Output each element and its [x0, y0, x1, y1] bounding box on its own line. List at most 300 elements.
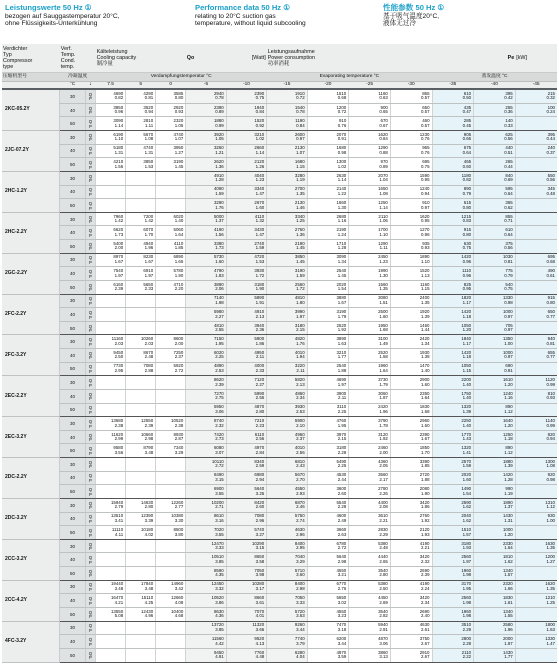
value-cell	[474, 144, 516, 158]
value-cell	[432, 362, 474, 376]
capacity-value: 6190	[113, 131, 124, 137]
value-cell	[156, 607, 186, 621]
power-value	[97, 546, 123, 551]
capacity-value: 265	[505, 159, 513, 165]
power-value: 1.67	[420, 436, 430, 442]
value-cell	[126, 280, 156, 294]
value-cell	[349, 321, 391, 335]
capacity-value: 3790	[378, 417, 388, 423]
condensing-temp: 50	[60, 117, 85, 131]
qp-label: Q P	[85, 158, 95, 172]
capacity-value: 6900	[213, 486, 224, 492]
power-value	[517, 246, 555, 251]
capacity-value: 1050	[461, 363, 472, 369]
power-value: 1.98	[462, 613, 472, 619]
power-value: 1.62	[462, 504, 472, 510]
value-cell	[307, 131, 349, 145]
capacity-value: 9450	[213, 649, 224, 655]
capacity-value: 345	[547, 186, 555, 192]
value-cell	[515, 308, 557, 322]
value-cell	[390, 498, 432, 512]
power-value: 2.11	[255, 354, 265, 360]
power-value	[127, 383, 153, 388]
power-value: 1.77	[504, 654, 513, 660]
power-value: 1.57	[504, 572, 513, 578]
header-chinese	[383, 4, 503, 27]
capacity-value: 3120	[378, 431, 388, 437]
value-cell	[349, 253, 391, 267]
capacity-value: 2720	[419, 472, 430, 478]
value-cell	[349, 144, 391, 158]
condensing-temp: 40	[60, 594, 85, 608]
power-value: 1.18	[504, 436, 513, 442]
value-cell	[432, 267, 474, 281]
value-cell	[349, 567, 391, 581]
value-cell	[226, 240, 266, 254]
power-value: 2.43	[296, 463, 305, 469]
power-value: 1.07	[296, 150, 305, 155]
capacity-value: 6020	[213, 349, 224, 355]
capacity-value: 6020	[173, 213, 184, 219]
power-value: 1.08	[546, 463, 555, 469]
qp-label: Q P	[85, 389, 95, 403]
value-cell	[307, 621, 349, 635]
capacity-value: 3860	[378, 649, 388, 655]
evap-temp-m30: -30	[390, 81, 432, 89]
qp-label: Q P	[85, 240, 95, 254]
power-value: 2.91	[379, 626, 388, 632]
condensing-temp: 50	[60, 158, 85, 172]
capacity-value: 12470	[211, 540, 224, 546]
power-value: 1.90	[420, 490, 430, 496]
capacity-value: 5380	[378, 540, 388, 546]
capacity-value: 375	[505, 240, 513, 246]
capacity-value: 2740	[254, 240, 265, 246]
compressor-model: 2KC-05.2Y	[2, 89, 60, 131]
value-cell	[432, 594, 474, 608]
capacity-value: 2910	[419, 649, 430, 655]
condensing-temp: 40	[60, 471, 85, 485]
power-value: 1.14	[379, 204, 388, 210]
value-cell	[515, 580, 557, 594]
capacity-value: 7050	[294, 595, 305, 601]
power-value: 2.39	[114, 286, 124, 292]
value-cell	[267, 253, 307, 267]
value-cell	[126, 185, 156, 199]
power-value: 1.00	[546, 517, 555, 523]
qp-label: Q P	[85, 294, 95, 308]
value-cell	[267, 321, 307, 335]
capacity-value: 3290	[213, 199, 224, 205]
power-value	[517, 206, 555, 211]
compressor-type-header: Verdichter Typ Compressor type	[2, 44, 60, 72]
table-row	[2, 185, 557, 199]
power-value: 3.59	[337, 654, 347, 660]
capacity-value: 3540	[378, 567, 388, 573]
capacity-value: 3180	[254, 281, 265, 287]
power-value: 1.92	[337, 327, 347, 333]
value-cell	[226, 144, 266, 158]
capacity-value: 2200	[461, 377, 472, 383]
power-value: 0.94	[420, 190, 430, 196]
power-value: 2.63	[337, 531, 347, 537]
power-value	[157, 383, 183, 388]
condensing-temp: 30	[60, 294, 85, 308]
value-cell	[126, 389, 156, 403]
capacity-value: 4960	[294, 431, 305, 437]
power-value: 1.23	[379, 259, 388, 264]
value-cell	[515, 321, 557, 335]
value-cell	[96, 131, 126, 145]
qp-label: Q P	[85, 199, 95, 213]
value-cell	[226, 294, 266, 308]
power-value: 1.53	[144, 163, 154, 169]
value-cell	[96, 144, 126, 158]
power-value: 1.67	[144, 259, 154, 264]
capacity-value: 810	[547, 390, 555, 396]
capacity-value: 2560	[461, 595, 472, 601]
power-value: 1.59	[296, 272, 305, 278]
value-cell	[96, 553, 126, 567]
capacity-value: 10290	[251, 540, 265, 546]
power-value: 0.84	[379, 136, 388, 142]
capacity-value: 4970	[254, 445, 265, 451]
value-cell	[432, 512, 474, 526]
power-value: 1.58	[379, 354, 388, 360]
table-row	[2, 280, 557, 294]
power-value: 0.77	[546, 354, 555, 360]
power-value: 2.44	[337, 477, 347, 482]
value-cell	[96, 498, 126, 512]
capacity-value: 6810	[294, 458, 305, 464]
capacity-value: 2810	[143, 118, 154, 124]
capacity-value: 7200	[143, 213, 154, 219]
power-value: 0.57	[420, 122, 430, 128]
power-value	[157, 410, 183, 415]
power-value: 0.47	[462, 109, 472, 115]
value-cell	[432, 294, 474, 308]
capacity-value: 915	[547, 295, 555, 301]
capacity-value: 5750	[294, 513, 305, 519]
capacity-value: 13510	[110, 513, 124, 519]
capacity-value: 1540	[294, 104, 305, 110]
capacity-value: 6910	[143, 268, 154, 274]
power-value: 2.03	[114, 340, 124, 346]
capacity-value: 4550	[336, 567, 347, 573]
value-cell	[349, 308, 391, 322]
capacity-value: 7740	[294, 635, 305, 641]
value-cell	[390, 362, 432, 376]
power-value: 1.28	[337, 245, 347, 251]
value-cell	[307, 458, 349, 472]
value-cell	[390, 444, 432, 458]
capacity-value: 3090	[336, 254, 347, 260]
value-cell	[515, 471, 557, 485]
power-value: 2.95	[114, 368, 124, 373]
value-cell	[515, 594, 557, 608]
value-cell	[432, 89, 474, 103]
capacity-value: 10660	[140, 431, 154, 437]
value-cell	[156, 267, 186, 281]
power-value: 0.42	[504, 95, 513, 101]
power-value: 2.59	[255, 463, 265, 469]
power-value: 3.48	[144, 586, 154, 591]
power-value: 2.15	[337, 436, 347, 442]
value-cell	[96, 607, 126, 621]
capacity-value: 240	[547, 145, 555, 151]
power-value: 0.68	[337, 95, 347, 101]
condensing-temp: 40	[60, 635, 85, 649]
capacity-value: 12660	[171, 595, 184, 601]
power-value: 1.98	[462, 599, 472, 605]
power-value: 2.80	[379, 572, 388, 578]
capacity-value: 3520	[143, 104, 154, 110]
value-cell	[267, 171, 307, 185]
capacity-value: 1290	[378, 145, 388, 151]
header-german-line1: bezogen auf Sauggastemperatur 20°C,	[5, 12, 120, 20]
evap-temp-m15: -15	[267, 81, 307, 89]
value-cell	[267, 498, 307, 512]
value-cell	[96, 308, 126, 322]
power-value: 0.95	[420, 218, 430, 224]
power-value: 2.38	[174, 422, 184, 428]
power-value: 0.83	[462, 218, 472, 224]
power-value	[97, 642, 123, 647]
value-cell	[226, 648, 266, 662]
power-value: 0.93	[174, 109, 184, 115]
value-cell	[156, 526, 186, 540]
value-cell	[186, 212, 226, 226]
condensing-temp: 30	[60, 498, 85, 512]
value-cell	[96, 199, 126, 213]
power-value: 1.63	[546, 626, 555, 632]
power-value: 1.88	[420, 477, 430, 482]
power-value: 2.72	[215, 463, 224, 469]
value-cell	[307, 553, 349, 567]
capacity-value: 840	[505, 172, 513, 178]
capacity-value: 1800	[545, 622, 555, 628]
power-value	[157, 560, 183, 565]
power-value: 2.73	[215, 436, 224, 442]
power-value: 1.97	[296, 313, 305, 319]
capacity-value: 7960	[113, 213, 124, 219]
value-cell	[96, 321, 126, 335]
power-value: 2.56	[296, 449, 305, 455]
capacity-value: 460	[422, 118, 430, 124]
capacity-value: 6980	[254, 472, 265, 478]
power-value: 1.30	[337, 204, 347, 210]
value-cell	[267, 212, 307, 226]
capacity-value: 2420	[419, 336, 430, 342]
value-cell	[226, 635, 266, 649]
power-value: 0.51	[504, 150, 513, 155]
capacity-value: 550	[547, 172, 555, 178]
evap-temp-m45: -45	[515, 81, 557, 89]
capacity-value: 775	[505, 268, 513, 274]
power-value: 0.78	[296, 109, 305, 115]
power-value: 3.33	[296, 599, 305, 605]
value-cell	[126, 444, 156, 458]
power-value: 0.89	[379, 163, 388, 169]
value-cell	[307, 144, 349, 158]
capacity-value: 3660	[336, 526, 347, 532]
power-value: 1.86	[420, 504, 430, 510]
capacity-value: 4290	[143, 90, 154, 96]
power-value: 0.96	[114, 109, 124, 115]
capacity-value: 1840	[461, 336, 472, 342]
qp-label: Q P	[85, 539, 95, 553]
power-value: 1.04	[379, 177, 388, 183]
capacity-value: 4010	[294, 349, 305, 355]
power-value: 1.68	[379, 327, 388, 333]
value-cell	[474, 539, 516, 553]
capacity-value: 2760	[419, 513, 430, 519]
capacity-value: 5710	[294, 567, 305, 573]
value-cell	[126, 117, 156, 131]
power-value: 2.00	[379, 449, 388, 455]
power-value: 2.67	[420, 640, 430, 646]
value-cell	[267, 567, 307, 581]
power-value: 1.56	[215, 231, 224, 237]
value-cell	[432, 648, 474, 662]
value-cell	[156, 621, 186, 635]
value-cell	[96, 212, 126, 226]
value-cell	[156, 430, 186, 444]
value-cell	[156, 294, 186, 308]
power-value: 2.15	[296, 327, 305, 333]
value-cell	[474, 389, 516, 403]
value-cell	[126, 580, 156, 594]
value-cell	[515, 226, 557, 240]
value-cell	[390, 280, 432, 294]
power-value: 3.61	[255, 599, 265, 605]
power-value: 2.17	[379, 477, 388, 482]
capacity-value: 7210	[254, 417, 265, 423]
value-cell	[390, 567, 432, 581]
value-cell	[390, 294, 432, 308]
qp-label: Q P	[85, 117, 95, 131]
value-cell	[126, 131, 156, 145]
value-cell	[307, 607, 349, 621]
capacity-value: 3190	[336, 308, 347, 314]
value-cell	[515, 335, 557, 349]
power-value: 3.06	[215, 408, 224, 414]
value-cell	[432, 158, 474, 172]
capacity-value: 4630	[294, 526, 305, 532]
capacity-value: 8590	[213, 567, 224, 573]
compressor-model: 2HC-2.2Y	[2, 212, 60, 253]
value-cell	[156, 635, 186, 649]
power-value	[157, 655, 183, 660]
capacity-value: 5990	[254, 390, 265, 396]
power-value: 3.44	[337, 640, 347, 646]
capacity-value: 8400	[294, 581, 305, 587]
power-value: 1.54	[462, 490, 472, 496]
table-row	[2, 267, 557, 281]
compressor-model: 2DC-3.2Y	[2, 498, 60, 539]
power-value: 0.84	[255, 109, 265, 115]
value-cell	[156, 240, 186, 254]
value-cell	[186, 485, 226, 499]
value-cell	[126, 498, 156, 512]
table-row	[2, 539, 557, 553]
capacity-value: 5740	[254, 526, 265, 532]
power-value: 1.45	[296, 245, 305, 251]
value-cell	[267, 199, 307, 213]
power-value: 3.23	[337, 613, 347, 619]
power-value	[97, 206, 123, 211]
capacity-value: 8930	[173, 431, 184, 437]
power-value: 1.72	[296, 286, 305, 292]
capacity-value: 8660	[254, 595, 265, 601]
value-cell	[226, 349, 266, 363]
value-cell	[349, 526, 391, 540]
value-cell	[156, 321, 186, 335]
value-cell	[126, 417, 156, 431]
capacity-value: 5900	[294, 417, 305, 423]
power-value: 2.94	[255, 477, 265, 482]
value-cell	[432, 567, 474, 581]
power-value: 1.66	[504, 586, 513, 591]
capacity-value: 965	[422, 145, 430, 151]
capacity-value: 8420	[254, 499, 265, 505]
capacity-value: 4690	[336, 377, 347, 383]
value-cell	[156, 199, 186, 213]
condensing-temp: 40	[60, 553, 85, 567]
capacity-value: 2390	[213, 104, 224, 110]
power-value: 2.03	[144, 340, 154, 346]
power-value: 2.82	[379, 613, 388, 619]
capacity-value: 3110	[336, 404, 347, 410]
power-value: 0.76	[420, 136, 430, 142]
capacity-value: 8600	[173, 336, 184, 342]
power-value: 1.11	[144, 122, 154, 128]
power-value: 1.41	[462, 449, 472, 455]
power-value: 1.28	[504, 477, 513, 482]
power-value	[97, 410, 123, 415]
evap-temp-m25: -25	[349, 81, 391, 89]
value-cell	[474, 349, 516, 363]
power-value: 0.56	[504, 136, 513, 142]
value-cell	[349, 240, 391, 254]
value-cell	[515, 158, 557, 172]
value-cell	[96, 567, 126, 581]
value-cell	[226, 185, 266, 199]
value-cell	[126, 253, 156, 267]
power-value: 2.84	[255, 449, 265, 455]
capacity-value: 12430	[140, 608, 154, 614]
power-value	[127, 396, 153, 401]
capacity-value: 540	[505, 281, 513, 287]
table-row	[2, 89, 557, 103]
power-value: 1.35	[379, 286, 388, 292]
power-value: 1.60	[379, 313, 388, 319]
capacity-value: 19440	[110, 581, 124, 587]
power-value: 1.32	[255, 218, 265, 224]
power-value: 1.10	[420, 259, 430, 264]
power-value: 2.21	[420, 545, 430, 551]
value-cell	[307, 567, 349, 581]
value-cell	[390, 458, 432, 472]
value-cell	[156, 512, 186, 526]
evap-temp-en: Evaporating temperature °C	[267, 72, 432, 81]
capacity-value: 2070	[378, 172, 388, 178]
header-english-title: Performance data 50 Hz ①	[195, 3, 291, 12]
capacity-value: 4690	[113, 90, 124, 96]
capacity-value: 5640	[336, 554, 347, 560]
value-cell	[349, 403, 391, 417]
value-cell	[349, 89, 391, 103]
